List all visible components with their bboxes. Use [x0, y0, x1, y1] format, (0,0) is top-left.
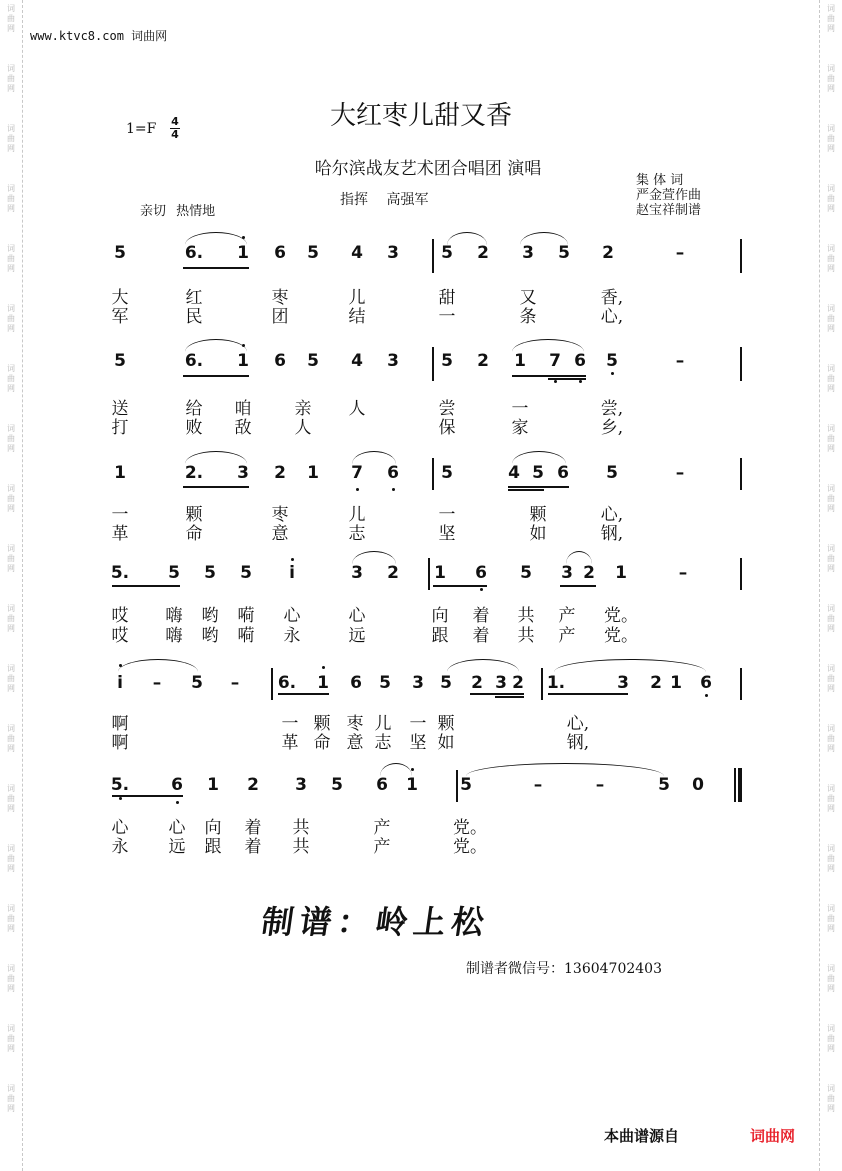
note: 1: [434, 563, 446, 583]
note: 4: [508, 463, 520, 483]
note: 2: [274, 463, 286, 483]
low-octave-dot: [554, 380, 557, 383]
lyric-syllable: 团: [271, 307, 289, 327]
lyric-syllable: 军: [111, 307, 129, 327]
beam: [112, 795, 183, 797]
barline: [432, 239, 434, 273]
lyric-syllable: 乡,: [600, 418, 624, 438]
note: i: [289, 563, 295, 583]
barline: [432, 458, 434, 490]
lyric-syllable: 人: [348, 399, 366, 419]
lyric-syllable: 枣: [271, 288, 289, 308]
lyric-syllable: 产: [558, 626, 576, 646]
lyric-syllable: 大: [111, 288, 129, 308]
note: –: [152, 673, 162, 693]
note: 5: [307, 351, 319, 371]
note: 4: [351, 351, 363, 371]
note: 5: [440, 673, 452, 693]
barline: [740, 668, 742, 700]
side-watermark-text: 词 曲 网: [7, 964, 15, 993]
side-watermark-text: 词 曲 网: [7, 844, 15, 873]
lyric-syllable: 着: [472, 606, 490, 626]
note: 2: [650, 673, 662, 693]
lyric-syllable: 颗: [313, 714, 331, 734]
lyric-syllable: 颗: [437, 714, 455, 734]
lyric-syllable: 钢,: [566, 733, 590, 753]
side-watermark-text: 词 曲 网: [827, 184, 835, 213]
lyric-syllable: 亲: [294, 399, 312, 419]
lyric-syllable: 坚: [409, 733, 427, 753]
performer-line: 哈尔滨战友艺术团合唱团 演唱: [314, 159, 542, 179]
note: 2: [477, 243, 489, 263]
final-barline-thick: [738, 768, 742, 802]
lyric-syllable: 民: [185, 307, 203, 327]
note: 5: [191, 673, 203, 693]
note: 2.: [184, 463, 204, 483]
conductor-line: 指挥 高强军: [340, 192, 429, 208]
side-watermark-text: 词 曲 网: [827, 124, 835, 153]
lyric-syllable: 意: [271, 524, 289, 544]
note: 6: [274, 351, 286, 371]
beam: [495, 696, 524, 698]
note: 6: [387, 463, 399, 483]
lyric-syllable: 志: [348, 524, 366, 544]
note: 5.: [110, 563, 130, 583]
note: 1: [406, 775, 418, 795]
barline: [740, 458, 742, 490]
note: –: [678, 563, 688, 583]
side-watermark-text: 词 曲 网: [827, 4, 835, 33]
note: 2: [247, 775, 259, 795]
lyric-syllable: 远: [348, 626, 366, 646]
high-octave-dot: [291, 558, 294, 561]
credit-composer: 严金萱作曲: [636, 188, 702, 203]
side-watermark-text: 词 曲 网: [7, 4, 15, 33]
beam: [433, 585, 487, 587]
lyric-syllable: 永: [111, 837, 129, 857]
note: 3: [237, 463, 249, 483]
note: 3: [561, 563, 573, 583]
lyric-syllable: 哎: [111, 606, 129, 626]
lyric-syllable: 心,: [600, 307, 624, 327]
note: 3: [412, 673, 424, 693]
side-watermark-text: 词 曲 网: [827, 364, 835, 393]
slur: [185, 451, 247, 464]
lyric-syllable: 远: [168, 837, 186, 857]
lyric-syllable: 共: [292, 837, 310, 857]
beam: [112, 585, 180, 587]
lyric-syllable: 钢,: [600, 524, 624, 544]
tie: [118, 659, 198, 672]
lyric-syllable: 嗬: [237, 606, 255, 626]
note: –: [675, 351, 685, 371]
note: 1: [237, 351, 249, 371]
lyric-syllable: 向: [431, 606, 449, 626]
note: 6: [350, 673, 362, 693]
lyric-syllable: 如: [437, 733, 455, 753]
note: 5: [114, 243, 126, 263]
note: 4: [351, 243, 363, 263]
barline: [740, 239, 742, 273]
note: 5: [441, 351, 453, 371]
slur: [185, 339, 247, 352]
lyric-syllable: 败: [185, 418, 203, 438]
lyric-syllable: 命: [185, 524, 203, 544]
lyric-syllable: 儿: [348, 288, 366, 308]
side-watermark-text: 词 曲 网: [7, 784, 15, 813]
source-label: 本曲谱源自: [604, 1127, 680, 1145]
note: 3: [495, 673, 507, 693]
lyric-syllable: 儿: [374, 714, 392, 734]
side-watermark-text: 词 曲 网: [827, 424, 835, 453]
lyric-syllable: 向: [204, 818, 222, 838]
lyric-syllable: 嗨: [165, 626, 183, 646]
barline: [740, 347, 742, 381]
lyric-syllable: 共: [517, 626, 535, 646]
high-octave-dot: [322, 666, 325, 669]
note: 6: [557, 463, 569, 483]
lyric-syllable: 党。: [604, 606, 638, 626]
lyric-syllable: 一: [281, 714, 299, 734]
lyric-syllable: 嗨: [165, 606, 183, 626]
lyric-syllable: 咱: [234, 399, 252, 419]
tempo-marking: 亲切 热情地: [140, 204, 216, 219]
side-watermark-text: 词 曲 网: [7, 904, 15, 933]
note: –: [230, 673, 240, 693]
note: 5.: [110, 775, 130, 795]
note: 6: [574, 351, 586, 371]
lyric-syllable: 着: [472, 626, 490, 646]
note: 5: [520, 563, 532, 583]
lyric-syllable: 人: [294, 418, 312, 438]
note: 3: [295, 775, 307, 795]
lyric-syllable: 啊: [111, 733, 129, 753]
lyric-syllable: 又: [519, 288, 537, 308]
side-watermark-text: 词 曲 网: [827, 1024, 835, 1053]
note: 1: [307, 463, 319, 483]
side-watermark-text: 词 曲 网: [827, 964, 835, 993]
slur: [554, 659, 706, 672]
lyric-syllable: 心: [168, 818, 186, 838]
beam: [470, 693, 524, 695]
lyric-syllable: 颗: [529, 505, 547, 525]
barline: [271, 668, 273, 700]
note: 5: [658, 775, 670, 795]
lyric-syllable: 党。: [453, 837, 487, 857]
note: 5: [606, 351, 618, 371]
lyric-syllable: 心,: [566, 714, 590, 734]
side-watermark-text: 词 曲 网: [7, 304, 15, 333]
side-watermark-text: 词 曲 网: [7, 544, 15, 573]
beam: [548, 693, 628, 695]
lyric-syllable: 甜: [438, 288, 456, 308]
note: 6: [171, 775, 183, 795]
arranger-wechat: 制谱者微信号：13604702403: [466, 961, 662, 977]
side-watermark-text: 词 曲 网: [7, 124, 15, 153]
note: –: [595, 775, 605, 795]
lyric-syllable: 哟: [201, 606, 219, 626]
side-watermark-text: 词 曲 网: [7, 244, 15, 273]
note: 1: [317, 673, 329, 693]
note: 1: [237, 243, 249, 263]
final-barline-thin: [734, 768, 736, 802]
slur: [447, 659, 519, 672]
side-watermark-text: 词 曲 网: [7, 1084, 15, 1113]
low-octave-dot: [480, 588, 483, 591]
slur: [566, 551, 592, 564]
lyric-syllable: 志: [374, 733, 392, 753]
lyric-syllable: 意: [346, 733, 364, 753]
time-signature-bottom: 4: [171, 128, 179, 141]
side-watermark-text: 词 曲 网: [827, 784, 835, 813]
lyric-syllable: 心: [348, 606, 366, 626]
lyric-syllable: 革: [111, 524, 129, 544]
note: 1: [114, 463, 126, 483]
slur: [352, 551, 396, 564]
lyric-syllable: 永: [283, 626, 301, 646]
note: 5: [240, 563, 252, 583]
beam: [183, 486, 249, 488]
side-watermark-text: 词 曲 网: [827, 64, 835, 93]
arranger-signature: 制谱：岭上松: [259, 903, 493, 941]
lyric-syllable: 啊: [111, 714, 129, 734]
note: 1: [615, 563, 627, 583]
slur: [512, 451, 566, 464]
credit-arranger: 赵宝祥制谱: [636, 203, 702, 218]
slur: [380, 763, 412, 776]
low-octave-dot: [392, 488, 395, 491]
low-octave-dot: [176, 801, 179, 804]
side-watermark-text: 词 曲 网: [7, 604, 15, 633]
note: 5: [379, 673, 391, 693]
side-watermark-text: 词 曲 网: [7, 724, 15, 753]
note: –: [533, 775, 543, 795]
lyric-syllable: 心: [283, 606, 301, 626]
note: 1: [514, 351, 526, 371]
side-watermark-text: 词 曲 网: [7, 64, 15, 93]
slur: [512, 339, 584, 352]
lyric-syllable: 革: [281, 733, 299, 753]
side-watermark-text: 词 曲 网: [827, 544, 835, 573]
slur: [352, 451, 396, 464]
note: 6: [700, 673, 712, 693]
note: 3: [351, 563, 363, 583]
lyric-syllable: 坚: [438, 524, 456, 544]
low-octave-dot: [705, 694, 708, 697]
side-watermark-text: 词 曲 网: [827, 484, 835, 513]
lyric-syllable: 共: [517, 606, 535, 626]
low-octave-dot: [119, 797, 122, 800]
low-octave-dot: [356, 488, 359, 491]
note: 5: [460, 775, 472, 795]
note: 5: [168, 563, 180, 583]
beam: [508, 486, 569, 488]
credit-lyricist: 集 体 词: [636, 173, 684, 188]
side-watermark-text: 词 曲 网: [7, 664, 15, 693]
tie: [466, 763, 664, 776]
note: –: [675, 243, 685, 263]
note: 2: [477, 351, 489, 371]
lyric-syllable: 枣: [271, 505, 289, 525]
note: 5: [331, 775, 343, 795]
lyric-syllable: 家: [511, 418, 529, 438]
side-watermark-text: 词 曲 网: [827, 1084, 835, 1113]
beam: [560, 585, 596, 587]
note: 5: [114, 351, 126, 371]
site-watermark: www.ktvc8.com 词曲网: [30, 29, 168, 43]
lyric-syllable: 一: [511, 399, 529, 419]
note: i: [117, 673, 123, 693]
lyric-syllable: 嗬: [237, 626, 255, 646]
note: 3: [387, 243, 399, 263]
side-watermark-text: 词 曲 网: [827, 664, 835, 693]
low-octave-dot: [611, 372, 614, 375]
note: 2: [387, 563, 399, 583]
barline: [432, 347, 434, 381]
barline: [428, 558, 430, 590]
beam: [512, 375, 586, 377]
lyric-syllable: 尝,: [600, 399, 624, 419]
lyric-syllable: 儿: [348, 505, 366, 525]
note: 1: [207, 775, 219, 795]
side-watermark-text: 词 曲 网: [7, 1024, 15, 1053]
lyric-syllable: 保: [438, 418, 456, 438]
lyric-syllable: 敌: [234, 418, 252, 438]
note: 5: [558, 243, 570, 263]
note: 6.: [184, 243, 204, 263]
time-signature: [170, 116, 180, 141]
lyric-syllable: 产: [373, 837, 391, 857]
time-signature-top: 4: [171, 115, 179, 128]
note: 2: [512, 673, 524, 693]
note: 3: [617, 673, 629, 693]
lyric-syllable: 如: [529, 524, 547, 544]
lyric-syllable: 一: [438, 307, 456, 327]
lyric-syllable: 命: [313, 733, 331, 753]
lyric-syllable: 送: [111, 399, 129, 419]
lyric-syllable: 香,: [600, 288, 624, 308]
lyric-syllable: 打: [111, 418, 129, 438]
note: 0: [692, 775, 704, 795]
lyric-syllable: 一: [409, 714, 427, 734]
note: 7: [351, 463, 363, 483]
barline: [541, 668, 543, 700]
note: 6: [376, 775, 388, 795]
note: 6: [475, 563, 487, 583]
high-octave-dot: [411, 768, 414, 771]
source-site-link[interactable]: 词曲网: [750, 1127, 796, 1145]
lyric-syllable: 产: [373, 818, 391, 838]
slur: [447, 232, 487, 245]
lyric-syllable: 尝: [438, 399, 456, 419]
low-octave-dot: [579, 380, 582, 383]
lyric-syllable: 给: [185, 399, 203, 419]
note: 1: [670, 673, 682, 693]
note: 2: [602, 243, 614, 263]
note: 5: [307, 243, 319, 263]
key-signature: 1=F: [126, 121, 157, 137]
barline: [456, 770, 458, 802]
note: 6.: [277, 673, 297, 693]
side-watermark-text: 词 曲 网: [827, 904, 835, 933]
side-watermark-text: 词 曲 网: [7, 424, 15, 453]
lyric-syllable: 哟: [201, 626, 219, 646]
side-watermark-text: 词 曲 网: [827, 244, 835, 273]
note: –: [675, 463, 685, 483]
lyric-syllable: 颗: [185, 505, 203, 525]
note: 5: [441, 243, 453, 263]
lyric-syllable: 心,: [600, 505, 624, 525]
lyric-syllable: 着: [244, 818, 262, 838]
note: 5: [441, 463, 453, 483]
beam: [508, 489, 544, 491]
note: 5: [204, 563, 216, 583]
note: 6: [274, 243, 286, 263]
note: 2: [471, 673, 483, 693]
lyric-syllable: 条: [519, 307, 537, 327]
note: 6.: [184, 351, 204, 371]
barline: [740, 558, 742, 590]
lyric-syllable: 党。: [453, 818, 487, 838]
lyric-syllable: 一: [111, 505, 129, 525]
lyric-syllable: 跟: [204, 837, 222, 857]
note: 5: [532, 463, 544, 483]
lyric-syllable: 枣: [346, 714, 364, 734]
slur: [185, 232, 247, 245]
lyric-syllable: 着: [244, 837, 262, 857]
side-watermark-text: 词 曲 网: [827, 604, 835, 633]
lyric-syllable: 一: [438, 505, 456, 525]
side-watermark-text: 词 曲 网: [7, 484, 15, 513]
lyric-syllable: 结: [348, 307, 366, 327]
lyric-syllable: 哎: [111, 626, 129, 646]
note: 7: [549, 351, 561, 371]
beam: [278, 693, 329, 695]
note: 3: [387, 351, 399, 371]
note: 2: [583, 563, 595, 583]
side-watermark-text: 词 曲 网: [827, 304, 835, 333]
lyric-syllable: 党。: [604, 626, 638, 646]
beam: [183, 375, 249, 377]
side-watermark-text: 词 曲 网: [7, 184, 15, 213]
side-watermark-text: 词 曲 网: [7, 364, 15, 393]
side-watermark-text: 词 曲 网: [827, 724, 835, 753]
side-watermark-text: 词 曲 网: [827, 844, 835, 873]
lyric-syllable: 红: [185, 288, 203, 308]
lyric-syllable: 共: [292, 818, 310, 838]
song-title: 大红枣儿甜又香: [329, 101, 512, 131]
slur: [520, 232, 568, 245]
lyric-syllable: 产: [558, 606, 576, 626]
beam: [183, 267, 249, 269]
lyric-syllable: 心: [111, 818, 129, 838]
note: 5: [606, 463, 618, 483]
note: 1.: [546, 673, 566, 693]
note: 3: [522, 243, 534, 263]
lyric-syllable: 跟: [431, 626, 449, 646]
